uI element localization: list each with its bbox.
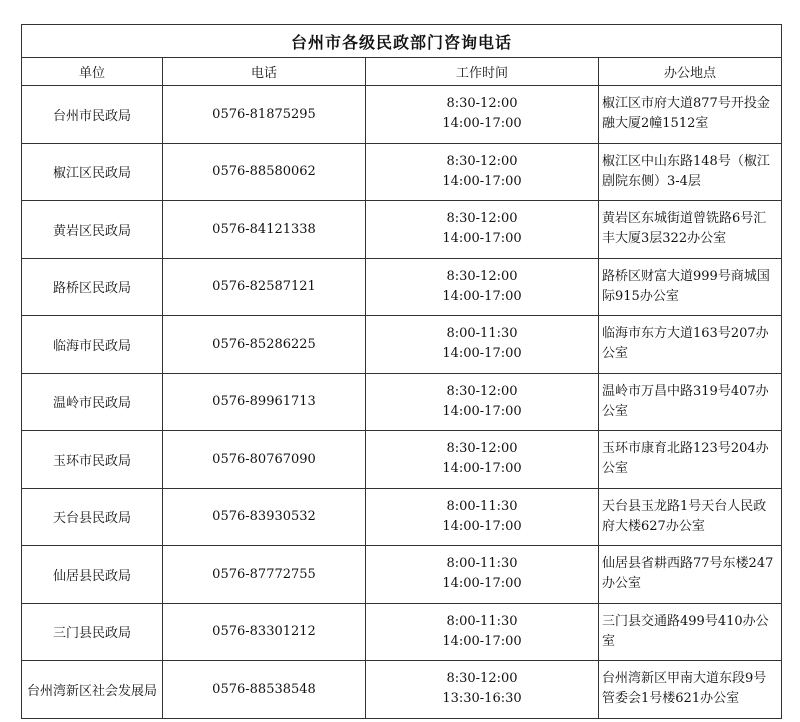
cell-phone: 0576-89961713 [163, 373, 366, 431]
cell-address: 路桥区财富大道999号商城国际915办公室 [599, 258, 782, 316]
cell-hours [366, 488, 599, 546]
contact-table-sheet [21, 24, 781, 719]
cell-phone: 0576-81875295 [163, 86, 366, 144]
table-row [22, 86, 782, 144]
cell-unit: 临海市民政局 [22, 316, 163, 374]
hours-afternoon: 14:00-17:00 [442, 173, 522, 189]
cell-unit: 温岭市民政局 [22, 373, 163, 431]
cell-hours [366, 143, 599, 201]
cell-hours [366, 603, 599, 661]
cell-address: 玉环市康育北路123号204办公室 [599, 431, 782, 489]
table-row [22, 546, 782, 604]
hours-morning: 8:00-11:30 [446, 613, 518, 629]
cell-hours [366, 201, 599, 259]
cell-hours [366, 316, 599, 374]
cell-hours [366, 373, 599, 431]
hours-afternoon: 14:00-17:00 [442, 633, 522, 649]
table-body [22, 86, 782, 719]
cell-unit: 台州湾新区社会发展局 [22, 661, 163, 719]
table-row [22, 258, 782, 316]
hours-afternoon: 14:00-17:00 [442, 518, 522, 534]
header-address: 办公地点 [599, 58, 782, 86]
cell-unit: 黄岩区民政局 [22, 201, 163, 259]
hours-morning: 8:30-12:00 [446, 383, 518, 399]
cell-hours [366, 431, 599, 489]
cell-hours [366, 661, 599, 719]
cell-unit: 路桥区民政局 [22, 258, 163, 316]
cell-hours [366, 546, 599, 604]
cell-phone: 0576-83301212 [163, 603, 366, 661]
table-row [22, 143, 782, 201]
cell-address: 临海市东方大道163号207办公室 [599, 316, 782, 374]
contact-table [21, 24, 782, 719]
cell-address: 仙居县省耕西路77号东楼247办公室 [599, 546, 782, 604]
hours-morning: 8:30-12:00 [446, 441, 518, 457]
hours-morning: 8:30-12:00 [446, 671, 518, 687]
hours-morning: 8:30-12:00 [446, 96, 518, 112]
header-unit: 单位 [22, 58, 163, 86]
cell-unit: 三门县民政局 [22, 603, 163, 661]
hours-afternoon: 14:00-17:00 [442, 116, 522, 132]
hours-morning: 8:00-11:30 [446, 498, 518, 514]
cell-hours [366, 258, 599, 316]
cell-unit: 仙居县民政局 [22, 546, 163, 604]
cell-address: 台州湾新区甲南大道东段9号管委会1号楼621办公室 [599, 661, 782, 719]
hours-morning: 8:30-12:00 [446, 211, 518, 227]
cell-phone: 0576-88580062 [163, 143, 366, 201]
hours-afternoon: 14:00-17:00 [442, 576, 522, 592]
hours-morning: 8:00-11:30 [446, 326, 518, 342]
hours-afternoon: 14:00-17:00 [442, 461, 522, 477]
hours-afternoon: 13:30-16:30 [442, 691, 522, 707]
cell-unit: 台州市民政局 [22, 86, 163, 144]
header-phone: 电话 [163, 58, 366, 86]
cell-address: 天台县玉龙路1号天台人民政府大楼627办公室 [599, 488, 782, 546]
table-row [22, 373, 782, 431]
cell-phone: 0576-82587121 [163, 258, 366, 316]
cell-phone: 0576-84121338 [163, 201, 366, 259]
cell-address: 温岭市万昌中路319号407办公室 [599, 373, 782, 431]
hours-afternoon: 14:00-17:00 [442, 346, 522, 362]
table-row [22, 201, 782, 259]
cell-address: 椒江区市府大道877号开投金融大厦2幢1512室 [599, 86, 782, 144]
hours-afternoon: 14:00-17:00 [442, 231, 522, 247]
hours-afternoon: 14:00-17:00 [442, 288, 522, 304]
cell-phone: 0576-87772755 [163, 546, 366, 604]
table-row [22, 316, 782, 374]
cell-address: 椒江区中山东路148号（椒江剧院东侧）3-4层 [599, 143, 782, 201]
table-title: 台州市各级民政部门咨询电话 [22, 25, 782, 58]
hours-afternoon: 14:00-17:00 [442, 403, 522, 419]
header-hours: 工作时间 [366, 58, 599, 86]
cell-phone: 0576-88538548 [163, 661, 366, 719]
cell-phone: 0576-83930532 [163, 488, 366, 546]
cell-hours [366, 86, 599, 144]
hours-morning: 8:00-11:30 [446, 556, 518, 572]
cell-phone: 0576-80767090 [163, 431, 366, 489]
cell-address: 黄岩区东城街道曾铣路6号汇丰大厦3层322办公室 [599, 201, 782, 259]
cell-address: 三门县交通路499号410办公室 [599, 603, 782, 661]
cell-phone: 0576-85286225 [163, 316, 366, 374]
hours-morning: 8:30-12:00 [446, 153, 518, 169]
cell-unit: 玉环市民政局 [22, 431, 163, 489]
table-row [22, 603, 782, 661]
hours-morning: 8:30-12:00 [446, 268, 518, 284]
cell-unit: 天台县民政局 [22, 488, 163, 546]
table-row [22, 431, 782, 489]
cell-unit: 椒江区民政局 [22, 143, 163, 201]
table-row [22, 661, 782, 719]
table-row [22, 488, 782, 546]
